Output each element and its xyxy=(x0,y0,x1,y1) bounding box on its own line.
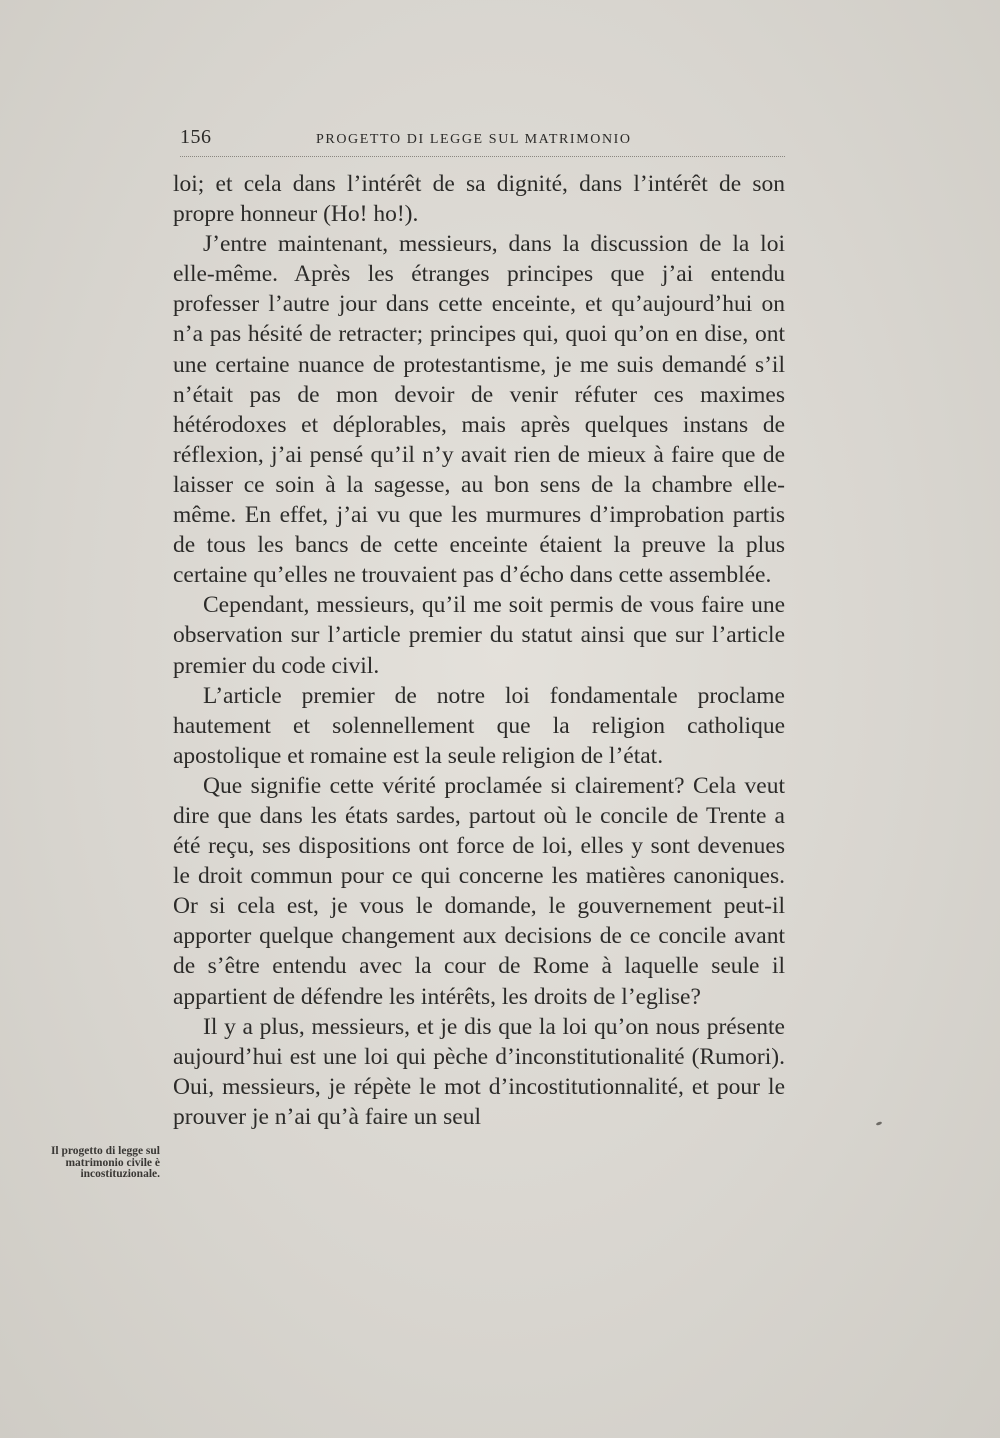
paragraph: L’article premier de notre loi fondamentale proclame hautement et solennellement que la religion catholique apostolique et romaine est la seule religion de l’état. xyxy=(173,682,785,769)
ink-speck xyxy=(876,1121,883,1126)
paragraph: Que signifie cette vérité proclamée si clairement? Cela veut dire que dans les états sardes, partout où le concile de Trente a été reçu, ses dispositions ont force de loi, elles y sont devenues le droit commun pour ce qui concerne les matières canoniques. Or si cela est, je vous le domande, le gouvernement peut-il apporter quelque changement aux decisions de ce concile avant de s’être entendu avec la cour de Rome à laquelle seule il appartient de défendre les intérêts, les droits de l’eglise? xyxy=(173,772,785,1010)
page-header xyxy=(180,126,785,157)
paragraph: loi; et cela dans l’intérêt de sa dignité, dans l’intérêt de son propre honneur (Ho! ho!). xyxy=(173,171,785,228)
margin-note: Il progetto di legge sul matrimonio civile è incostituzionale. xyxy=(50,1145,160,1180)
running-title: PROGETTO DI LEGGE SUL MATRIMONIO xyxy=(316,132,632,147)
body-text xyxy=(173,169,785,1132)
page-number: 156 xyxy=(180,126,212,148)
paragraph: J’entre maintenant, messieurs, dans la discussion de la loi elle-même. Après les étranges principes que j’ai entendu professer l’autre jour dans cette enceinte, et qu’aujourd’hui on n’a pas hésité de retracter; principes qui, quoi qu’on en dise, ont une certaine nuance de protestantisme, je me suis demandé s’il n’était pas de mon devoir de venir réfuter ces maximes hétérodoxes et déplorables, mais après quelques instans de réflexion, j’ai pensé qu’il n’y avait rien de mieux à faire que de laisser ce soin à la sagesse, au bon sens de la chambre elle-même. En effet, j’ai vu que les murmures d’improbation partis de tous les bancs de cette enceinte étaient la preuve la plus certaine qu’elles ne trouvaient pas d’écho dans cette assemblée. xyxy=(173,231,785,589)
paragraph: Cependant, messieurs, qu’il me soit permis de vous faire une observation sur l’article premier du statut ainsi que sur l’article premier du code civil. xyxy=(173,592,785,679)
paragraph: Il y a plus, messieurs, et je dis que la loi qu’on nous présente aujourd’hui est une loi qui pèche d’inconstitutionalité (Rumori). Oui, messieurs, je répète le mot d’incostitutionnalité, et pour le prouver je n’ai qu’à faire un seul xyxy=(173,1013,785,1130)
